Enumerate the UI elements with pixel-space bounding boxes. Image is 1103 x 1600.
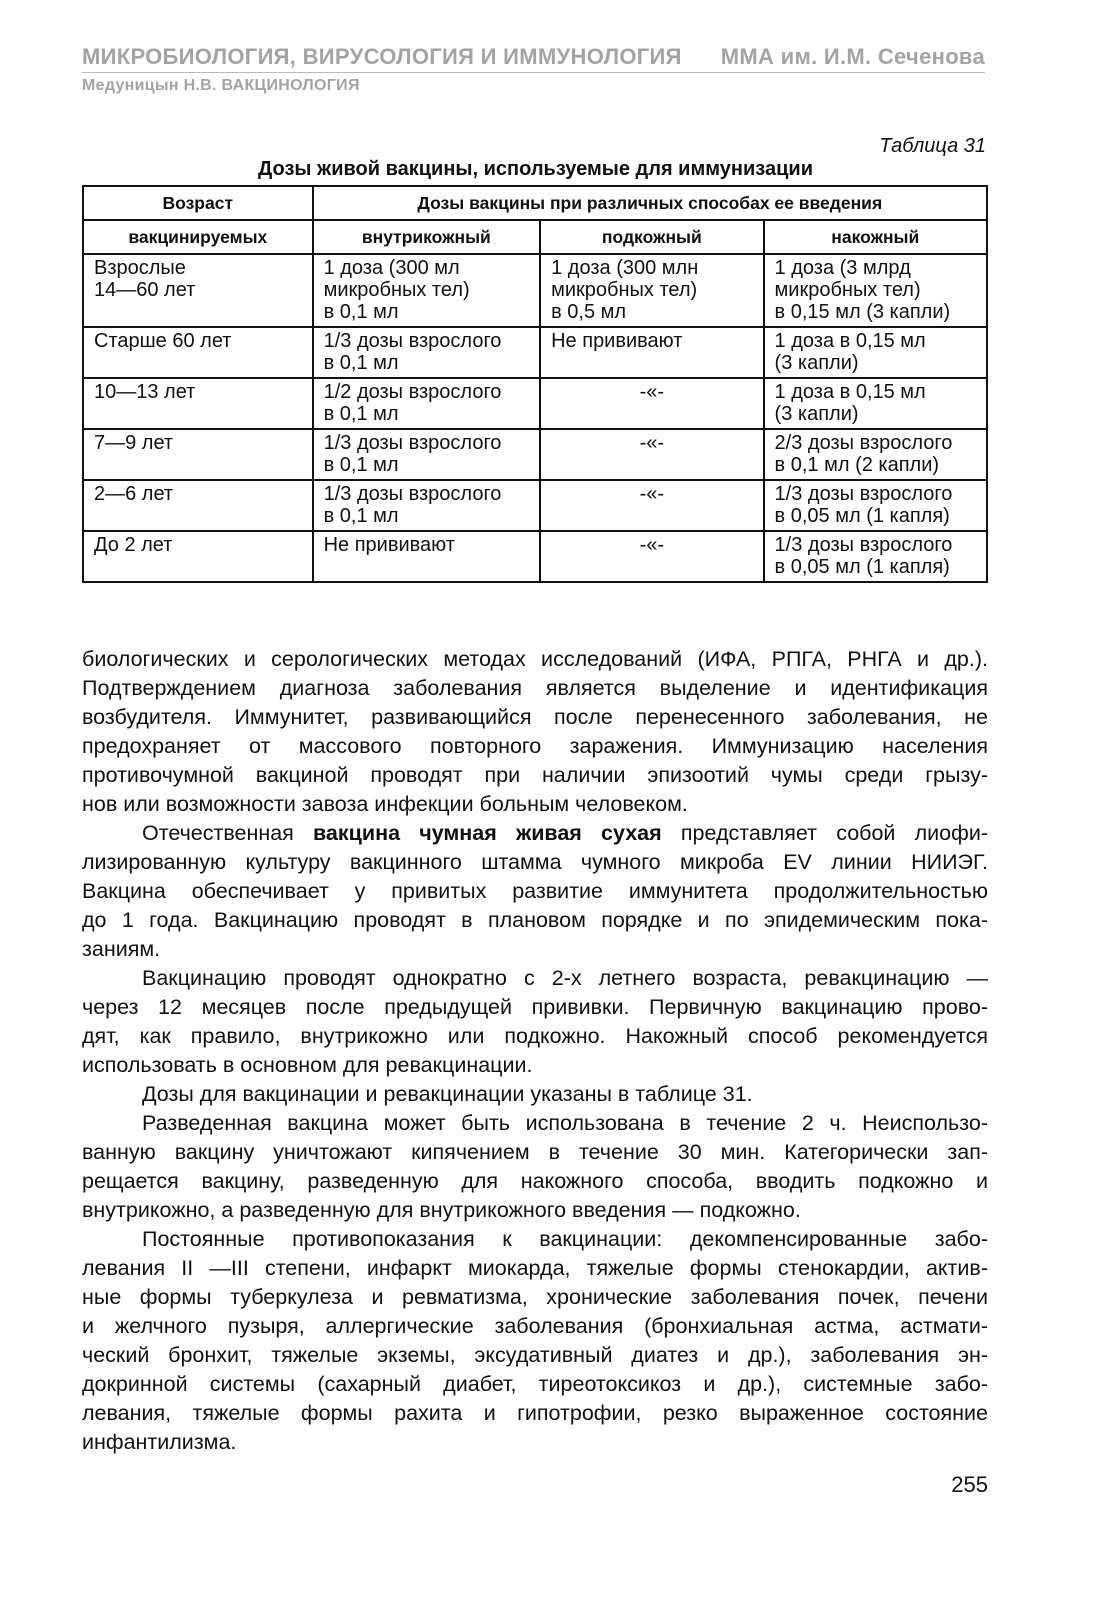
cell-line: в 0,5 мл [551,301,627,323]
cell-line: (3 капли) [774,403,859,425]
table-title: Дозы живой вакцины, используемые для иммунизации [258,158,813,180]
text-line [82,645,988,674]
table-row [83,531,987,582]
cell-line: До 2 лет [94,534,173,556]
table-header-row [83,186,987,220]
table-row [83,429,987,480]
cell-line: Старше 60 лет [94,330,232,352]
text-line [82,935,988,964]
text-segment: Вакцина обеспечивает у привитых развитие иммунитета продолжительностью [82,879,988,903]
cell-intradermal [313,429,541,480]
text-line [82,1167,988,1196]
header-age-line1: Возраст [83,186,313,220]
text-segment: Подтверждением диагноза заболевания является выделение и идентификация [82,676,988,700]
page-number: 255 [951,1472,988,1497]
text-segment: нов или возможности завоза инфекции больным человеком. [82,792,688,816]
text-line [82,674,988,703]
text-segment: рещается вакцину, разведенную для накожного способа, вводить подкожно и [82,1169,988,1193]
cell-age [83,480,313,531]
cell-line: Не прививают [551,330,683,352]
header-doses-group: Дозы вакцины при различных способах ее введения [313,186,987,220]
cell-line: 1/3 дозы взрослого [323,432,502,454]
text-segment: ванную вакцину уничтожают кипячением в течение 30 мин. Категорически зап- [82,1140,988,1164]
cell-line: Взрослые [94,257,186,279]
running-head-line [82,44,985,73]
text-segment: до 1 года. Вакцинацию проводят в плановом порядке и по эпидемическим пока- [82,908,988,932]
cell-line: 1/2 дозы взрослого [323,381,502,403]
cell-line: 1/3 дозы взрослого [323,330,502,352]
text-line [82,964,988,993]
running-head-subline: Медуницын Н.В. ВАКЦИНОЛОГИЯ [82,77,360,94]
cell-cutaneous [764,480,987,531]
text-segment: Дозы для вакцинации и ревакцинации указаны в таблице 31. [142,1082,753,1106]
text-line [82,993,988,1022]
text-segment: ческий бронхит, тяжелые экземы, эксудативный диатез и др.), заболевания эн- [82,1343,988,1367]
text-line [82,1399,988,1428]
cell-line: в 0,1 мл (2 капли) [774,454,940,476]
cell-line: в 0,1 мл [323,505,399,527]
cell-cutaneous [764,327,987,378]
running-head [82,44,985,95]
text-line [82,1312,988,1341]
paragraph [82,819,988,964]
text-line [82,1428,988,1457]
text-line [82,1254,988,1283]
doses-table [82,185,988,583]
cell-subcutaneous [540,531,763,582]
text-segment: инфантилизма. [82,1430,237,1454]
text-line [82,761,988,790]
text-line [82,1022,988,1051]
paragraph [82,1080,988,1109]
cell-age [83,327,313,378]
text-segment: внутрикожно, а разведенную для внутрикожного введения — подкожно. [82,1198,801,1222]
cell-line: в 0,05 мл (1 капля) [774,556,950,578]
text-segment: противочумной вакциной проводят при наличии эпизоотий чумы среди грызу- [82,763,988,787]
cell-line: в 0,1 мл [323,352,399,374]
cell-subcutaneous [540,254,763,327]
cell-cutaneous [764,429,987,480]
header-cutaneous: накожный [764,220,987,254]
cell-subcutaneous [540,480,763,531]
cell-line: 1 доза (3 млрд [774,257,911,279]
text-segment: Разведенная вакцина может быть использована в течение 2 ч. Неиспользо- [142,1111,988,1135]
cell-line: в 0,1 мл [323,403,399,425]
cell-line: 14—60 лет [94,279,196,301]
cell-intradermal [313,480,541,531]
cell-line: 2—6 лет [94,483,174,505]
table-row [83,327,987,378]
cell-line: 1 доза (300 мл [323,257,460,279]
running-head-right: ММА им. И.М. Сеченова [720,44,985,69]
cell-line: -«- [639,432,665,454]
text-line [82,732,988,761]
text-line [82,1283,988,1312]
cell-line: в 0,15 мл (3 капли) [774,301,951,323]
cell-cutaneous [764,378,987,429]
paragraph [82,964,988,1080]
text-line [82,1196,988,1225]
text-segment: левания, тяжелые формы рахита и гипотрофии, резко выраженное состояние [82,1401,988,1425]
text-segment: заниям. [82,937,161,961]
table-row [83,254,987,327]
paragraph [82,1225,988,1457]
text-line [82,1051,988,1080]
cell-line: 1/3 дозы взрослого [774,534,953,556]
table-row [83,480,987,531]
text-segment: дят, как правило, внутрикожно или подкожно. Накожный способ рекомендуется [82,1024,988,1048]
table-body [83,254,987,582]
cell-line: 7—9 лет [94,432,174,454]
cell-line: 1 доза в 0,15 мл [774,330,926,352]
cell-line: в 0,1 мл [323,301,399,323]
text-segment: левания II —III степени, инфаркт миокарда, тяжелые формы стенокардии, актив- [82,1256,988,1280]
text-line [82,906,988,935]
text-line [82,1225,988,1254]
cell-age [83,378,313,429]
cell-subcutaneous [540,378,763,429]
header-age-line2: вакцинируемых [83,220,313,254]
text-line [82,877,988,906]
table-row [83,378,987,429]
text-line [82,1109,988,1138]
cell-line: 1/3 дозы взрослого [323,483,502,505]
text-line [82,1080,988,1109]
bold-term: вакцина чумная живая сухая [313,821,662,845]
cell-age [83,429,313,480]
running-head-left: МИКРОБИОЛОГИЯ, ВИРУСОЛОГИЯ И ИММУНОЛОГИЯ [82,44,682,69]
text-segment: докринной системы (сахарный диабет, тиреотоксикоз и др.), системные забо- [82,1372,988,1396]
paragraph [82,1109,988,1225]
text-line [82,848,988,877]
cell-line: -«- [639,381,665,403]
text-segment: предохраняет от массового повторного заражения. Иммунизацию населения [82,734,988,758]
text-segment: использовать в основном для ревакцинации. [82,1053,533,1077]
cell-cutaneous [764,254,987,327]
header-intradermal: внутрикожный [313,220,541,254]
table-number: Таблица 31 [879,135,986,157]
text-segment: лизированную культуру вакцинного штамма чумного микроба EV линии НИИЭГ. [82,850,988,874]
text-line [82,1370,988,1399]
cell-subcutaneous [540,327,763,378]
cell-line: Не прививают [323,534,455,556]
cell-cutaneous [764,531,987,582]
text-line [82,1138,988,1167]
text-segment: представляет собой лиофи- [661,821,989,845]
text-segment: через 12 месяцев после предыдущей прививки. Первичную вакцинацию прово- [82,995,988,1019]
text-line [82,790,988,819]
cell-line: 1/3 дозы взрослого [774,483,953,505]
cell-intradermal [313,531,541,582]
cell-intradermal [313,254,541,327]
text-segment: Постоянные противопоказания к вакцинации: декомпенсированные забо- [142,1227,988,1251]
text-segment: ные формы туберкулеза и ревматизма, хронические заболевания почек, печени [82,1285,988,1309]
cell-line: (3 капли) [774,352,859,374]
text-segment: возбудителя. Иммунитет, развивающийся после перенесенного заболевания, не [82,705,988,729]
cell-line: -«- [639,483,665,505]
text-segment: Отечественная [142,821,313,845]
text-line [82,1341,988,1370]
cell-line: микробных тел) [774,279,921,301]
cell-line: в 0,05 мл (1 капля) [774,505,950,527]
body-text [82,645,988,1457]
cell-line: микробных тел) [551,279,698,301]
cell-line: микробных тел) [323,279,470,301]
table-subheader-row [83,220,987,254]
cell-age [83,531,313,582]
cell-line: в 0,1 мл [323,454,399,476]
paragraph [82,645,988,819]
text-segment: биологических и серологических методах исследований (ИФА, РПГА, РНГА и др.). [82,647,988,671]
text-line [82,819,988,848]
text-segment: и желчного пузыря, аллергические заболевания (бронхиальная астма, астмати- [82,1314,988,1338]
cell-line: 10—13 лет [94,381,196,403]
cell-subcutaneous [540,429,763,480]
cell-intradermal [313,378,541,429]
cell-line: -«- [639,534,665,556]
text-segment: Вакцинацию проводят однократно с 2-х летнего возраста, ревакцинацию — [142,966,988,990]
cell-line: 1 доза в 0,15 мл [774,381,926,403]
text-line [82,703,988,732]
cell-line: 2/3 дозы взрослого [774,432,953,454]
header-subcutaneous: подкожный [540,220,763,254]
cell-age [83,254,313,327]
cell-line: 1 доза (300 млн [551,257,699,279]
cell-intradermal [313,327,541,378]
